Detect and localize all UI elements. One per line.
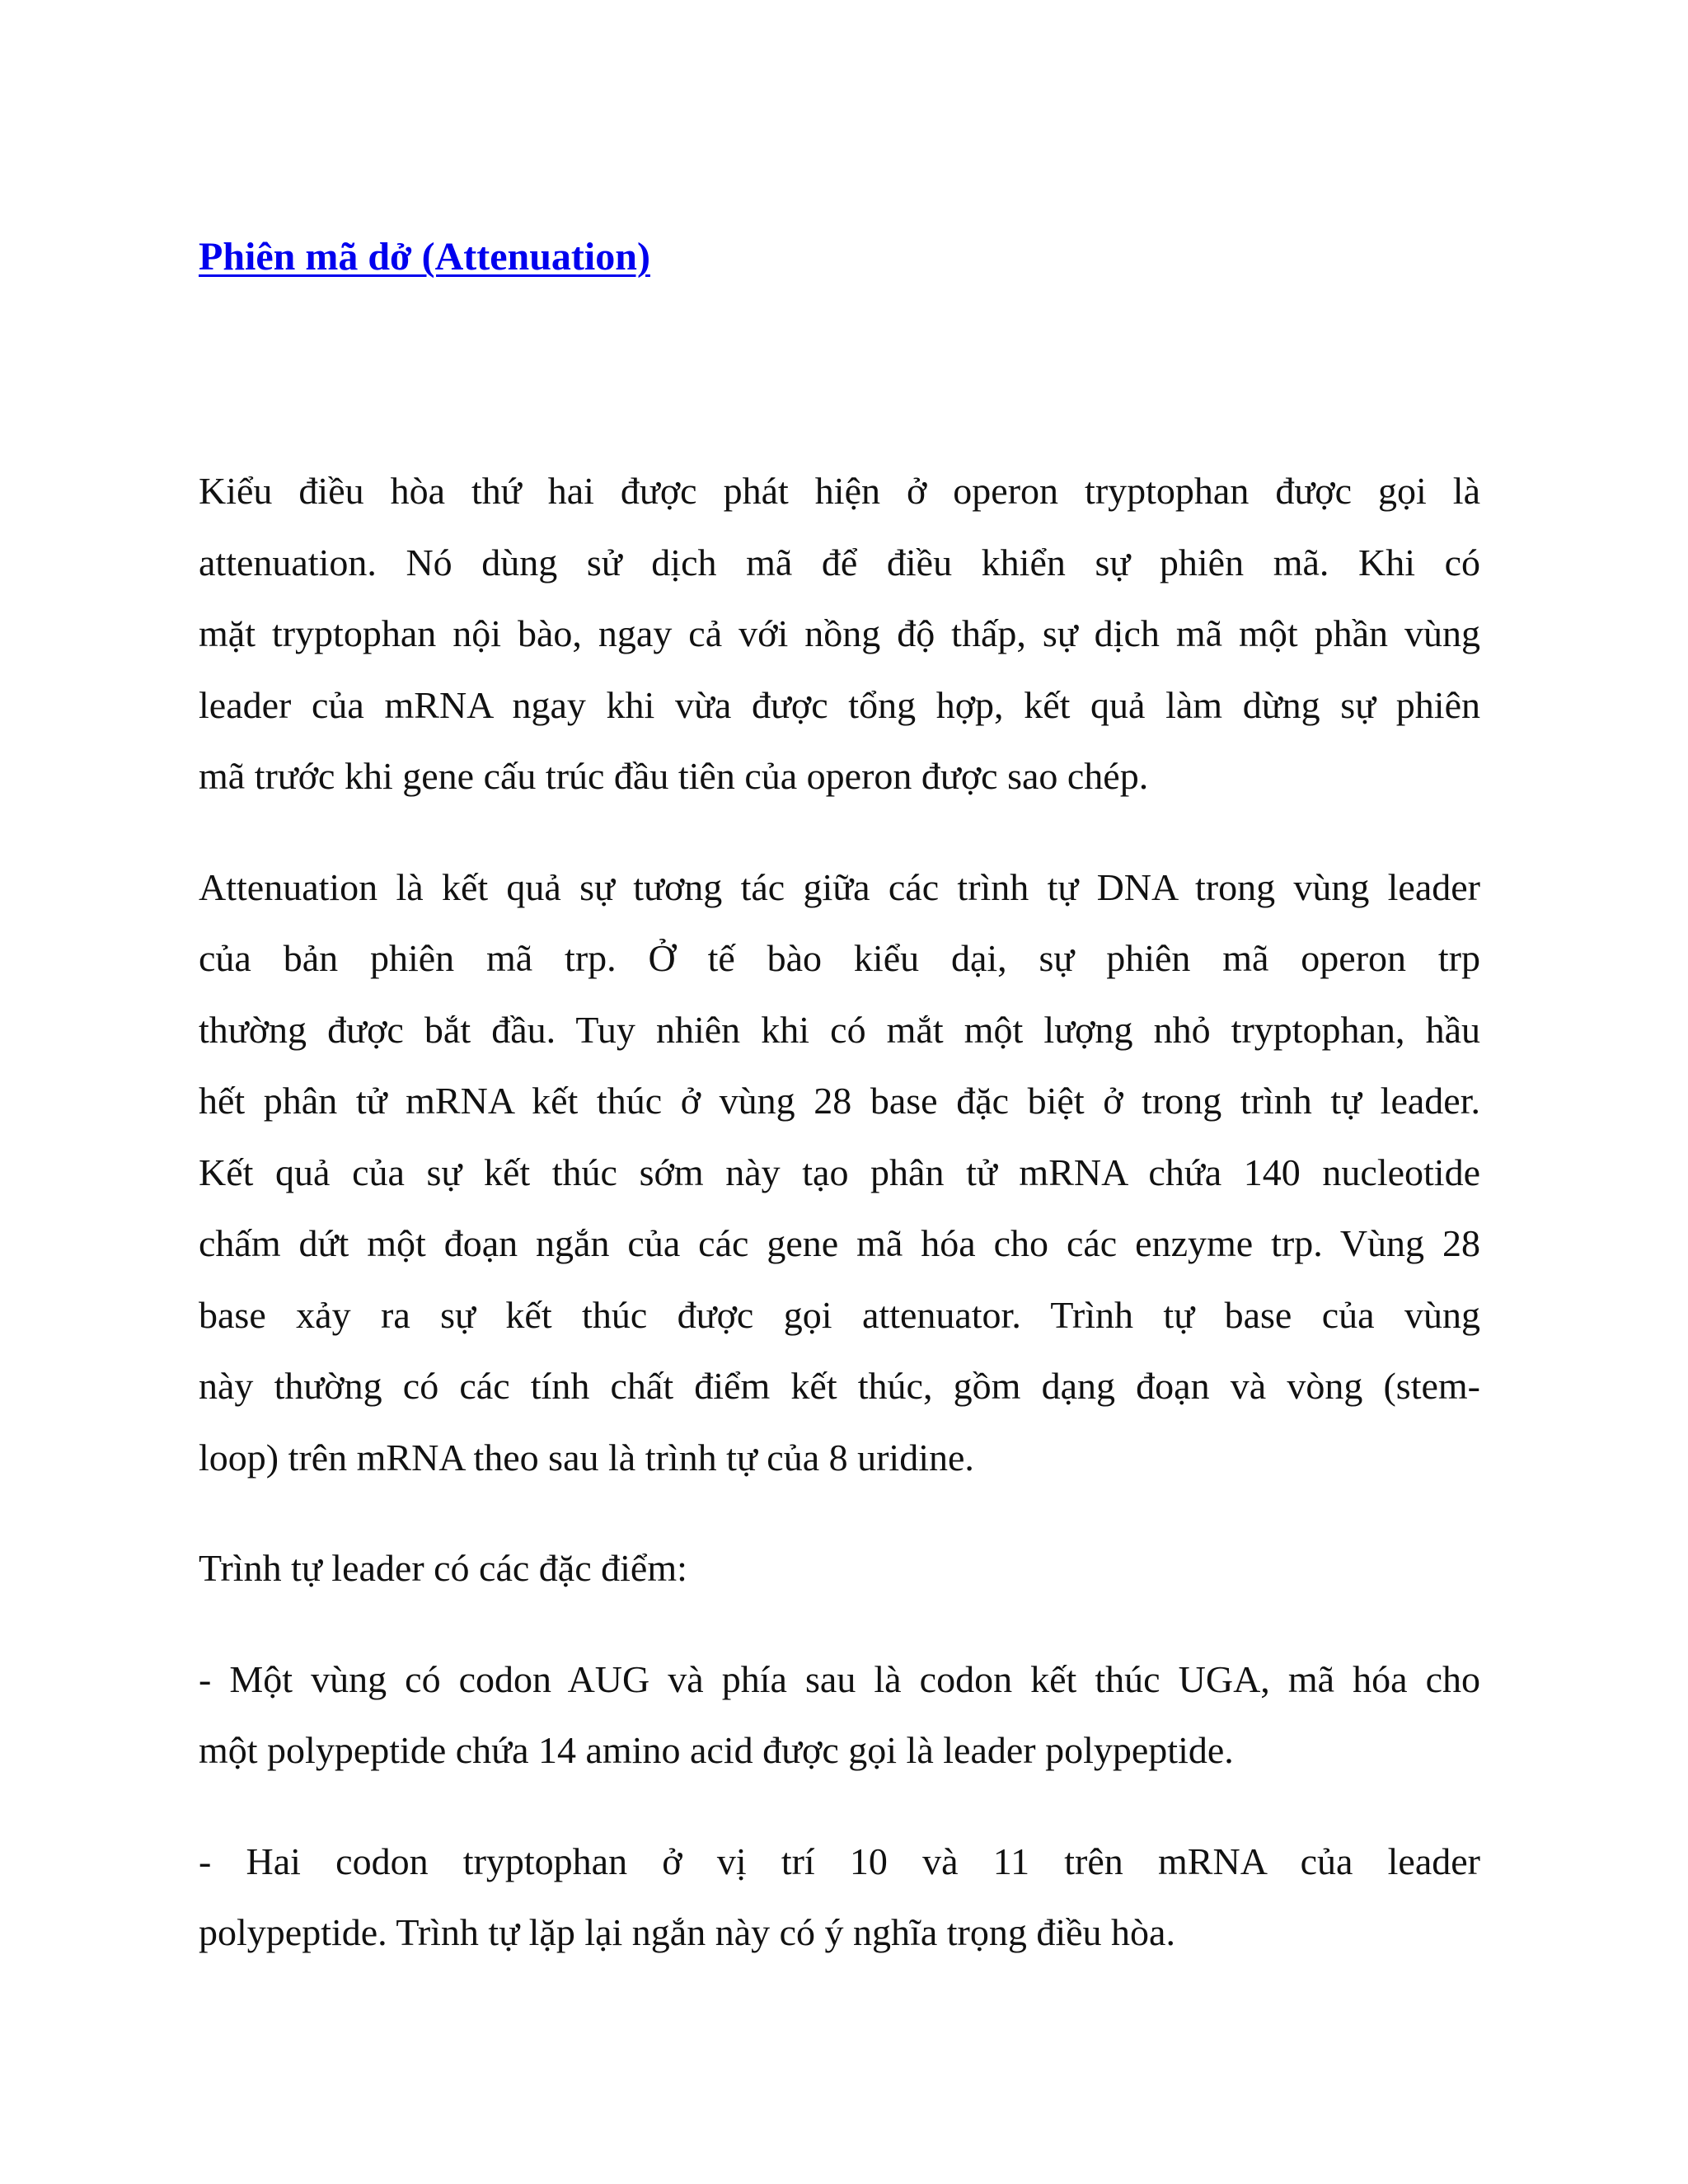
paragraph-attenuation-mechanism xyxy=(199,852,1480,1494)
text-line: base xảy ra sự kết thúc được gọi attenuator. Trình tự base của vùng xyxy=(199,1293,1480,1336)
text-line: hết phân tử mRNA kết thúc ở vùng 28 base đặc biệt ở trong trình tự leader. xyxy=(199,1080,1480,1122)
paragraph-attenuation-intro xyxy=(199,456,1480,813)
text-line: loop) trên mRNA theo sau là trình tự của 8 uridine. xyxy=(199,1436,974,1479)
text-line: của bản phiên mã trp. Ở tế bào kiểu dại, sự phiên mã operon trp xyxy=(199,937,1480,979)
text-line: leader của mRNA ngay khi vừa được tổng hợp, kết quả làm dừng sự phiên xyxy=(199,683,1480,726)
text-line: Trình tự leader có các đặc điểm: xyxy=(199,1547,687,1589)
text-line: - Một vùng có codon AUG và phía sau là codon kết thúc UGA, mã hóa cho xyxy=(199,1657,1480,1700)
text-line: thường được bắt đầu. Tuy nhiên khi có mắt một lượng nhỏ tryptophan, hầu xyxy=(199,1008,1480,1051)
text-line: - Hai codon tryptophan ở vị trí 10 và 11 trên mRNA của leader xyxy=(199,1840,1480,1882)
text-line: Kết quả của sự kết thúc sớm này tạo phân tử mRNA chứa 140 nucleotide xyxy=(199,1151,1480,1193)
text-line: này thường có các tính chất điểm kết thúc, gồm dạng đoạn và vòng (stem- xyxy=(199,1365,1480,1407)
paragraph-leader-features-intro xyxy=(199,1533,1480,1605)
text-line: một polypeptide chứa 14 amino acid được gọi là leader polypeptide. xyxy=(199,1729,1234,1771)
text-line: attenuation. Nó dùng sử dịch mã để điều khiển sự phiên mã. Khi có xyxy=(199,541,1480,583)
document-body xyxy=(199,456,1480,1969)
text-line: chấm dứt một đoạn ngắn của các gene mã hóa cho các enzyme trp. Vùng 28 xyxy=(199,1222,1480,1264)
text-line: mặt tryptophan nội bào, ngay cả với nồng độ thấp, sự dịch mã một phần vùng xyxy=(199,612,1480,654)
text-line: Attenuation là kết quả sự tương tác giữa các trình tự DNA trong vùng leader xyxy=(199,865,1480,908)
heading-link[interactable]: Phiên mã dở (Attenuation) xyxy=(199,235,650,279)
text-line: polypeptide. Trình tự lặp lại ngắn này có ý nghĩa trọng điều hòa. xyxy=(199,1911,1175,1953)
text-line: Kiểu điều hòa thứ hai được phát hiện ở operon tryptophan được gọi là xyxy=(199,470,1480,512)
list-item-aug-codon xyxy=(199,1644,1480,1787)
text-line: mã trước khi gene cấu trúc đầu tiên của operon được sao chép. xyxy=(199,755,1149,797)
list-item-tryptophan-codons xyxy=(199,1826,1480,1969)
